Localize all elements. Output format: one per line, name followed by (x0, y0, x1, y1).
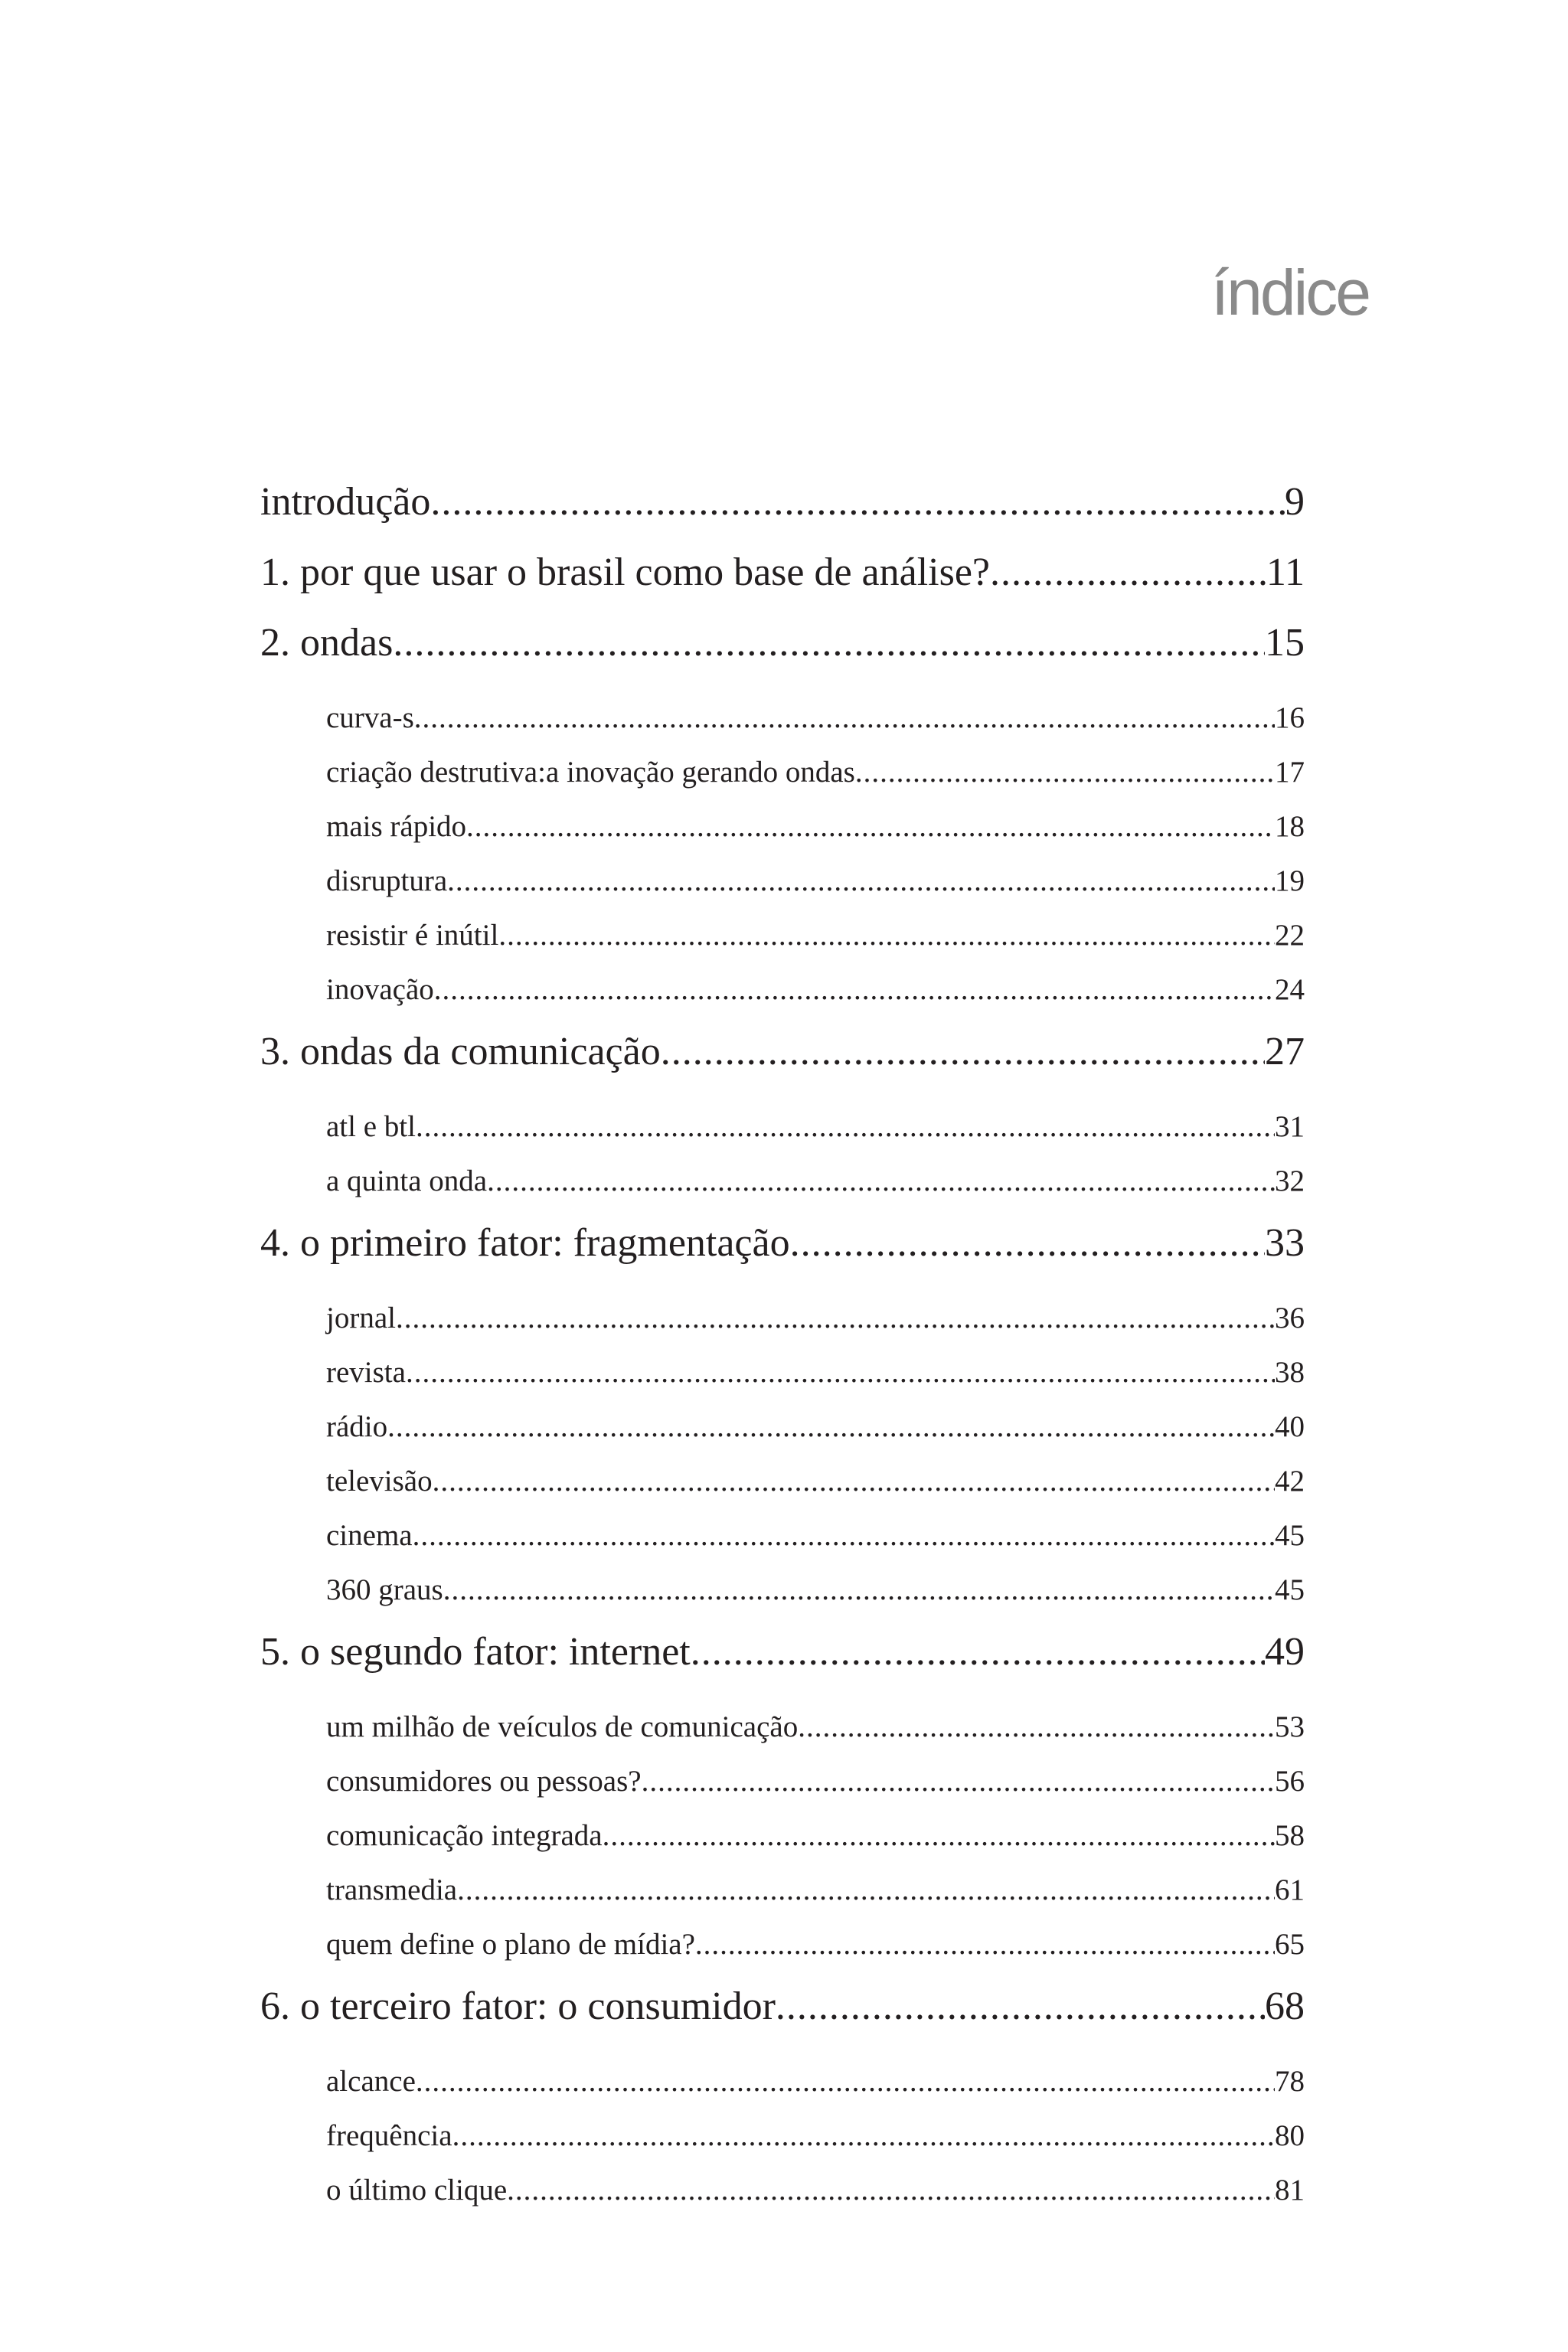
toc-entry-section (260, 1754, 1305, 1808)
toc-entry-section (260, 799, 1305, 854)
dot-leader (691, 1617, 1265, 1687)
toc-entry-title: quem define o plano de mídia? (326, 1928, 695, 1961)
toc-entry-page-number: 53 (1275, 1710, 1305, 1743)
dot-leader (387, 1400, 1275, 1454)
dot-leader (776, 1971, 1265, 2042)
toc-entry-page-number: 68 (1265, 1984, 1305, 2028)
toc-entry-title: 2. ondas (260, 621, 394, 665)
toc-entry-page-number: 22 (1275, 919, 1305, 952)
dot-leader (466, 799, 1275, 854)
toc-entry-page-number: 40 (1275, 1410, 1305, 1443)
page-title: índice (1210, 256, 1369, 328)
toc-entry-page-number: 31 (1275, 1110, 1305, 1143)
toc-entry-page-number: 45 (1275, 1519, 1305, 1552)
dot-leader (430, 467, 1285, 537)
toc-entry-title: disruptura (326, 864, 448, 897)
toc-entry-section (260, 962, 1305, 1017)
toc-entry-chapter (260, 537, 1305, 608)
toc-entry-page-number: 56 (1275, 1765, 1305, 1798)
dot-leader (790, 1208, 1265, 1279)
toc-entry-title: 1. por que usar o brasil como base de análise? (260, 550, 991, 594)
toc-entry-page-number: 81 (1275, 2174, 1305, 2207)
dot-leader (413, 1508, 1275, 1563)
dot-leader (507, 2163, 1275, 2217)
toc-entry-section (260, 1808, 1305, 1863)
dot-leader (855, 745, 1275, 799)
toc-entry-title: a quinta onda (326, 1165, 488, 1197)
dot-leader (414, 691, 1275, 745)
toc-entry-title: 3. ondas da comunicação (260, 1030, 661, 1073)
toc-entry-title: curva-s (326, 701, 414, 734)
toc-entry-section (260, 1099, 1305, 1154)
toc-entry-page-number: 49 (1265, 1630, 1305, 1674)
dot-leader (434, 962, 1275, 1017)
toc-entry-title: rádio (326, 1410, 388, 1443)
toc-entry-section (260, 1400, 1305, 1454)
toc-entry-page-number: 27 (1265, 1030, 1305, 1073)
toc-entry-title: o último clique (326, 2174, 508, 2207)
toc-entry-page-number: 65 (1275, 1928, 1305, 1961)
toc-entry-title: 5. o segundo fator: internet (260, 1630, 691, 1674)
toc-entry-title: consumidores ou pessoas? (326, 1765, 642, 1798)
toc-entry-page-number: 58 (1275, 1819, 1305, 1852)
dot-leader (433, 1454, 1275, 1508)
toc-entry-title: revista (326, 1356, 406, 1389)
toc-entry-title: criação destrutiva:a inovação gerando ondas (326, 756, 855, 789)
dot-leader (393, 608, 1265, 678)
dot-leader (487, 1154, 1275, 1208)
toc-entry-section (260, 2163, 1305, 2217)
toc-entry-title: 360 graus (326, 1573, 443, 1606)
toc-entry-section (260, 691, 1305, 745)
toc-entry-chapter (260, 608, 1305, 678)
toc-entry-title: 6. o terceiro fator: o consumidor (260, 1984, 776, 2028)
toc-entry-section (260, 908, 1305, 962)
toc-entry-page-number: 15 (1265, 621, 1305, 665)
toc-entry-title: frequência (326, 2119, 452, 2152)
toc-entry-page-number: 11 (1266, 550, 1305, 594)
dot-leader (406, 1345, 1275, 1400)
toc-entry-chapter (260, 467, 1305, 537)
toc-entry-page-number: 45 (1275, 1573, 1305, 1606)
toc-entry-page-number: 32 (1275, 1165, 1305, 1197)
dot-leader (452, 2109, 1275, 2163)
toc-entry-section (260, 1917, 1305, 1971)
toc-entry-section (260, 1345, 1305, 1400)
toc-entry-section (260, 854, 1305, 908)
dot-leader (416, 2054, 1275, 2109)
dot-leader (416, 1099, 1275, 1154)
toc-entry-title: resistir é inútil (326, 919, 499, 952)
toc-entry-page-number: 78 (1275, 2065, 1305, 2098)
toc-entry-section (260, 2054, 1305, 2109)
toc-entry-page-number: 42 (1275, 1465, 1305, 1498)
toc-entry-page-number: 16 (1275, 701, 1305, 734)
dot-leader (990, 537, 1266, 608)
toc-entry-title: introdução (260, 480, 431, 524)
toc-entry-page-number: 9 (1285, 480, 1305, 524)
dot-leader (396, 1291, 1275, 1345)
toc-entry-section (260, 1563, 1305, 1617)
dot-leader (695, 1917, 1275, 1971)
toc-entry-chapter (260, 1617, 1305, 1687)
toc-entry-section (260, 1863, 1305, 1917)
toc-entry-chapter (260, 1971, 1305, 2042)
toc-entry-page-number: 17 (1275, 756, 1305, 789)
toc-entry-title: comunicação integrada (326, 1819, 603, 1852)
toc-entry-page-number: 80 (1275, 2119, 1305, 2152)
dot-leader (798, 1700, 1275, 1754)
toc-entry-page-number: 38 (1275, 1356, 1305, 1389)
toc-entry-title: cinema (326, 1519, 413, 1552)
toc-entry-page-number: 61 (1275, 1873, 1305, 1906)
toc-entry-page-number: 36 (1275, 1302, 1305, 1334)
dot-leader (498, 908, 1275, 962)
toc-entry-section (260, 745, 1305, 799)
toc-entry-title: inovação (326, 973, 434, 1006)
toc-entry-title: um milhão de veículos de comunicação (326, 1710, 799, 1743)
toc-entry-page-number: 33 (1265, 1221, 1305, 1265)
toc-entry-title: 4. o primeiro fator: fragmentação (260, 1221, 790, 1265)
dot-leader (661, 1017, 1265, 1087)
table-of-contents (260, 467, 1305, 2217)
toc-entry-section (260, 1508, 1305, 1563)
toc-entry-page-number: 19 (1275, 864, 1305, 897)
toc-entry-page-number: 18 (1275, 810, 1305, 843)
toc-entry-section (260, 1700, 1305, 1754)
dot-leader (443, 1563, 1275, 1617)
toc-entry-chapter (260, 1208, 1305, 1279)
toc-entry-section (260, 1454, 1305, 1508)
dot-leader (457, 1863, 1275, 1917)
dot-leader (603, 1808, 1275, 1863)
dot-leader (642, 1754, 1275, 1808)
toc-entry-title: televisão (326, 1465, 433, 1498)
toc-entry-title: transmedia (326, 1873, 458, 1906)
dot-leader (447, 854, 1275, 908)
toc-entry-title: mais rápido (326, 810, 467, 843)
toc-entry-title: alcance (326, 2065, 416, 2098)
toc-entry-title: jornal (326, 1302, 396, 1334)
toc-entry-section (260, 2109, 1305, 2163)
toc-entry-section (260, 1291, 1305, 1345)
toc-entry-section (260, 1154, 1305, 1208)
toc-entry-chapter (260, 1017, 1305, 1087)
toc-entry-page-number: 24 (1275, 973, 1305, 1006)
toc-entry-title: atl e btl (326, 1110, 416, 1143)
